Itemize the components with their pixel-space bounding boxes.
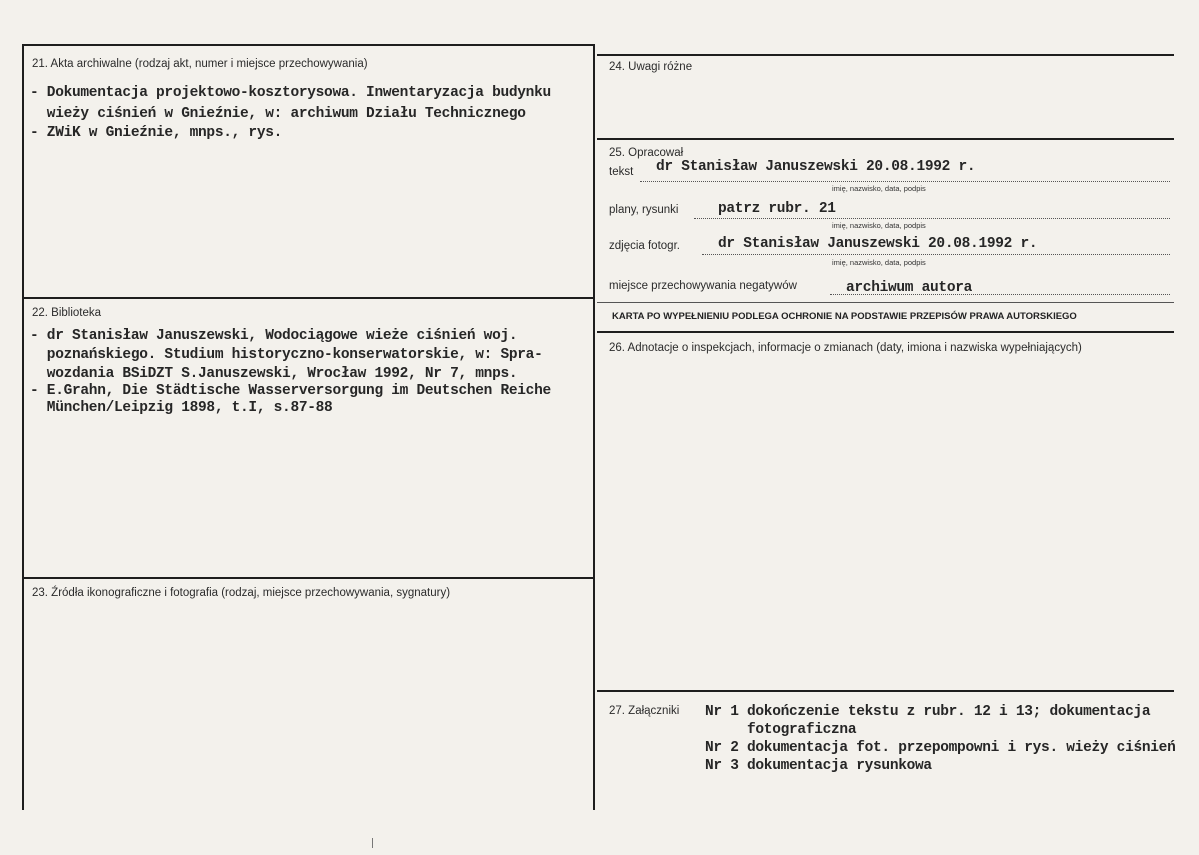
separator-22-23 (22, 577, 593, 579)
attachment-line-2: fotograficzna (705, 722, 857, 738)
section-21-label: 21. Akta archiwalne (rodzaj akt, numer i miejsce przechowywania) (32, 58, 368, 70)
zdjecia-caption: imię, nazwisko, data, podpis (832, 258, 926, 267)
section-24-label: 24. Uwagi różne (609, 61, 693, 73)
tekst-caption: imię, nazwisko, data, podpis (832, 184, 926, 193)
section-22-line-5: München/Leipzig 1898, t.I, s.87-88 (30, 400, 333, 416)
separator-25-26 (597, 331, 1174, 333)
center-divider-line (593, 44, 595, 810)
section-21-line-3: - ZWiK w Gnieźnie, mnps., rys. (30, 125, 283, 141)
section-26-label: 26. Adnotacje o inspekcjach, informacje o zmianach (daty, imiona i nazwiska wypełniających) (609, 342, 1082, 354)
zdjecia-value: dr Stanisław Januszewski 20.08.1992 r. (718, 236, 1038, 252)
left-border-line (22, 44, 24, 810)
attachment-line-3: Nr 2 dokumentacja fot. przepompowni i rys. wieży ciśnień (705, 740, 1176, 756)
section-23-label: 23. Źródła ikonograficzne i fotografia (rodzaj, miejsce przechowywania, sygnatury) (32, 587, 451, 599)
attachment-line-4: Nr 3 dokumentacja rysunkowa (705, 758, 932, 774)
section-22-line-4: - E.Grahn, Die Städtische Wasserversorgung im Deutschen Reiche (30, 383, 551, 399)
tekst-dotted-line (640, 181, 1170, 182)
bottom-tick-mark (372, 838, 373, 848)
tekst-value: dr Stanisław Januszewski 20.08.1992 r. (656, 159, 976, 175)
miejsce-value: archiwum autora (846, 280, 973, 296)
zdjecia-dotted-line (702, 254, 1170, 255)
section-22-line-2: poznańskiego. Studium historyczno-konserwatorskie, w: Spra- (30, 347, 543, 363)
section-27-label: 27. Załączniki (609, 705, 680, 717)
top-border-line (22, 44, 593, 46)
section-22-label: 22. Biblioteka (32, 307, 102, 319)
miejsce-label: miejsce przechowywania negatywów (609, 280, 797, 292)
tekst-label: tekst (609, 166, 634, 178)
plany-dotted-line (694, 218, 1170, 219)
plany-label: plany, rysunki (609, 204, 679, 216)
separator-21-22 (22, 297, 593, 299)
plany-value: patrz rubr. 21 (718, 201, 836, 217)
zdjecia-label: zdjęcia fotogr. (609, 240, 680, 252)
separator-25-protection (597, 302, 1174, 303)
section-21-line-2: wieży ciśnień w Gnieźnie, w: archiwum Działu Technicznego (30, 106, 526, 122)
copyright-protection-note: KARTA PO WYPEŁNIENIU PODLEGA OCHRONIE NA PODSTAWIE PRZEPISÓW PRAWA AUTORSKIEGO (612, 311, 1077, 322)
section-22-line-3: wozdania BSiDZT S.Januszewski, Wrocław 1992, Nr 7, mnps. (30, 366, 518, 382)
section-22-line-1: - dr Stanisław Januszewski, Wodociągowe wieże ciśnień woj. (30, 328, 518, 344)
separator-26-27 (597, 690, 1174, 692)
section-21-line-1: - Dokumentacja projektowo-kosztorysowa. Inwentaryzacja budynku (30, 85, 551, 101)
section-25-label: 25. Opracował (609, 147, 684, 159)
top-right-border-line (597, 54, 1174, 56)
attachment-line-1: Nr 1 dokończenie tekstu z rubr. 12 i 13; dokumentacja (705, 704, 1151, 720)
plany-caption: imię, nazwisko, data, podpis (832, 221, 926, 230)
separator-24-25 (597, 138, 1174, 140)
